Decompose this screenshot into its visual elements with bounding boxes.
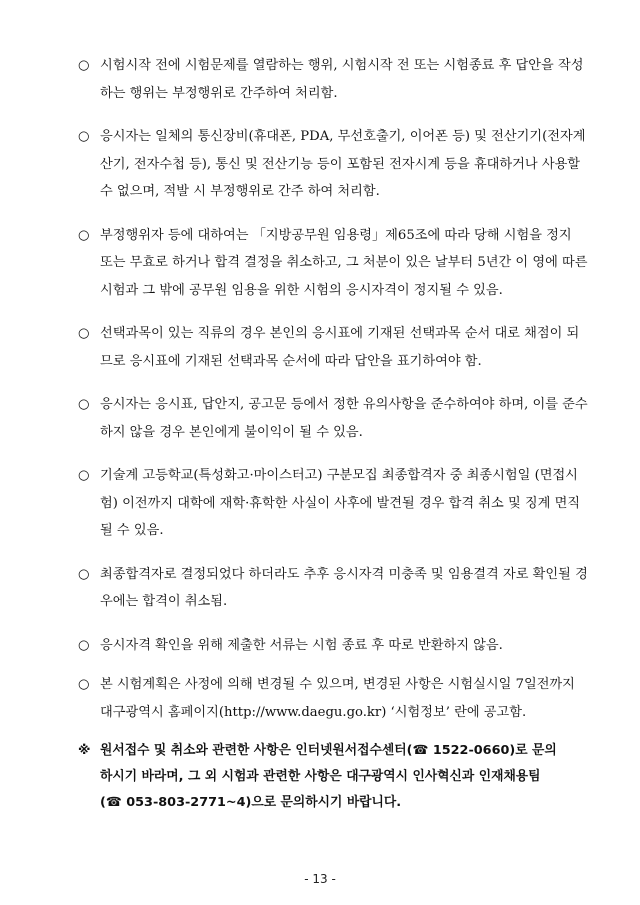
notice-line: 하시기 바라며, 그 외 시험과 관련한 사항은 대구광역시 인사혁신과 인재채용팀 (100, 769, 541, 784)
page-number: - 13 - (304, 872, 336, 886)
bullet-icon: ○ (78, 637, 90, 653)
item-text: 응시자격 확인을 위해 제출한 서류는 시험 종료 후 따로 반환하지 않음. (100, 637, 503, 653)
notice-line: 원서접수 및 취소와 관련한 사항은 인터넷원서접수센터(☎ 1522-0660)로 문의 (100, 743, 557, 758)
notice-line: (☎ 053-803-2771~4)으로 문의하시기 바랍니다. (100, 795, 402, 810)
list-item (78, 391, 588, 446)
item-text: 기술계 고등학교(특성화고·마이스터고) 구분모집 최종합격자 중 최종시험일 (면접시험) 이전까지 대학에 재학·휴학한 사실이 사후에 발견될 경우 합격 취소 및 징계 면직될 수 있음. (100, 468, 581, 538)
list-item (78, 671, 588, 726)
item-text: 시험시작 전에 시험문제를 열람하는 행위, 시험시작 전 또는 시험종료 후 답안을 작성하는 행위는 부정행위로 간주하여 처리함. (100, 58, 584, 101)
list-item (78, 52, 588, 107)
bullet-icon: ○ (78, 227, 90, 243)
reference-mark-icon: ※ (78, 743, 91, 758)
list-item (78, 561, 588, 616)
bullet-icon: ○ (78, 397, 90, 412)
bullet-icon: ○ (78, 566, 90, 582)
bullet-icon: ○ (78, 58, 90, 73)
contact-notice (78, 738, 588, 816)
bullet-icon: ○ (78, 326, 90, 341)
item-text: 응시자는 응시표, 답안지, 공고문 등에서 정한 유의사항을 준수하여야 하며, 이를 준수하지 않을 경우 본인에게 불이익이 될 수 있음. (100, 397, 588, 440)
item-text: 본 시험계획은 사정에 의해 변경될 수 있으며, 변경된 사항은 시험실시일 7일전까지 대구광역시 홈페이지(http://www.daegu.go.kr) ‘시험정보’ 란에 공고함. (100, 677, 575, 720)
list-item (78, 320, 588, 375)
notice-list (78, 52, 588, 816)
item-text: 최종합격자로 결정되었다 하더라도 추후 응시자격 미충족 및 임용결격 자로 확인될 경우에는 합격이 취소됨. (100, 566, 588, 609)
list-item (78, 123, 588, 206)
item-text: 선택과목이 있는 직류의 경우 본인의 응시표에 기재된 선택과목 순서 대로 채점이 되므로 응시표에 기재된 선택과목 순서에 따라 답안을 표기하여야 함. (100, 326, 580, 369)
item-text: 부정행위자 등에 대하여는 「지방공무원 임용령」제65조에 따라 당해 시험을 정지 또는 무효로 하거나 합격 결정을 취소하고, 그 처분이 있은 날부터 5년간 이 영에 따른 시험과 그 밖에 공무원 임용을 위한 시험의 응시자격이 정지될 수 있음. (100, 227, 588, 298)
item-text: 응시자는 일체의 통신장비(휴대폰, PDA, 무선호출기, 이어폰 등) 및 전산기기(전자계산기, 전자수첩 등), 통신 및 전산기능 등이 포함된 전자시계 등을 휴대하거나 사용할 수 없으며, 적발 시 부정행위로 간주 하여 처리함. (100, 129, 586, 199)
list-item (78, 222, 588, 305)
bullet-icon: ○ (78, 677, 90, 692)
bullet-icon: ○ (78, 468, 90, 483)
bullet-icon: ○ (78, 129, 90, 144)
list-item (78, 462, 588, 545)
list-item (78, 632, 588, 660)
